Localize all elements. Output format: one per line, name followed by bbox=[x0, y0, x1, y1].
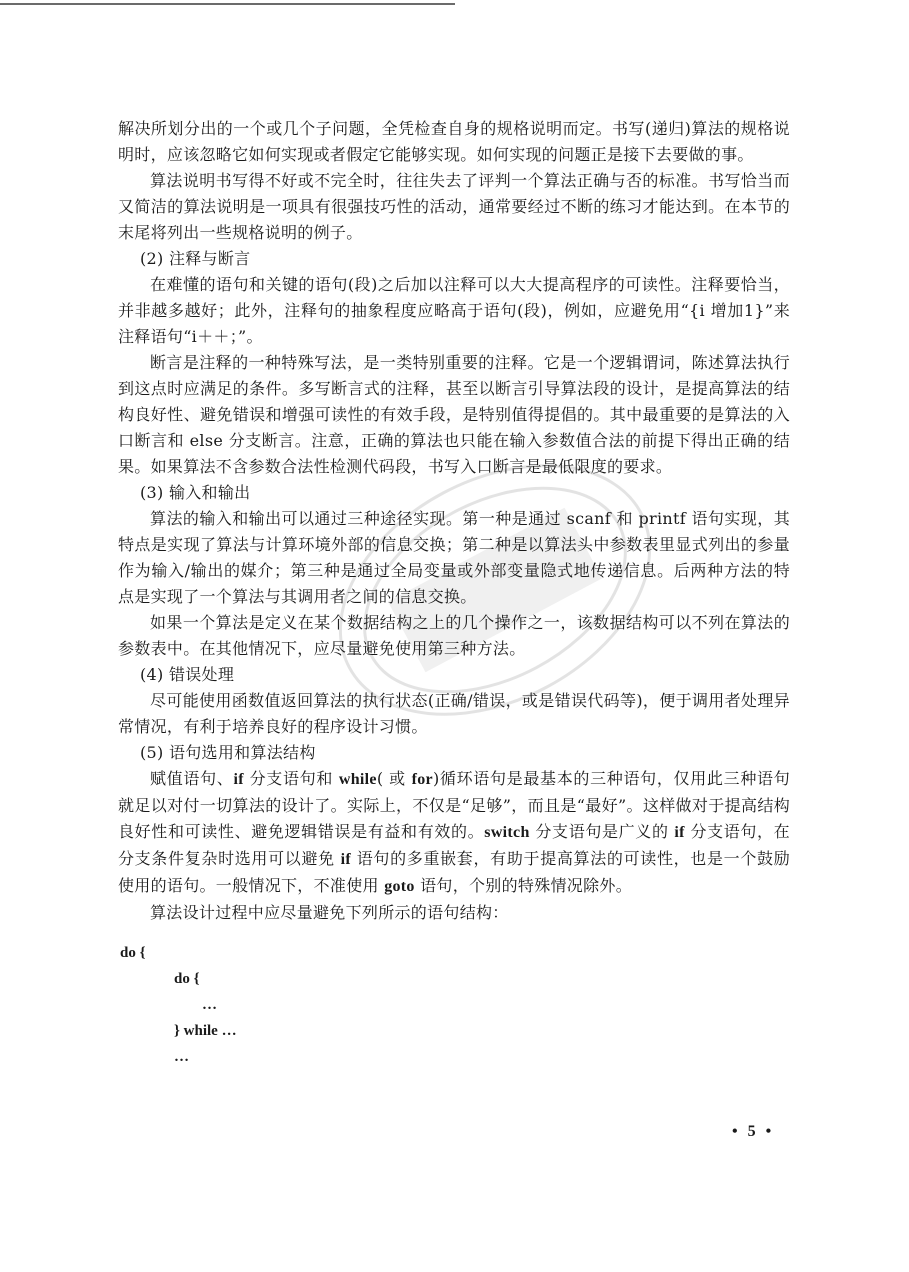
page-number: • 5 • bbox=[732, 1123, 775, 1140]
code-block bbox=[118, 940, 790, 1070]
code-line: do { bbox=[174, 971, 200, 987]
keyword-if: if bbox=[674, 824, 685, 841]
keyword-if: if bbox=[233, 771, 244, 788]
page-content bbox=[118, 116, 790, 1070]
section-heading-statements: (5) 语句选用和算法结构 bbox=[140, 743, 316, 762]
keyword-for: for bbox=[411, 771, 433, 788]
paragraph-8: 赋值语句、if 分支语句和 while( 或 for)循环语句是最基本的三种语句，仅用此三种语句就足以对付一切算法的设计了。实际上，不仅是“足够”，而且是“最好”。这样做对于提高结构良好性和可读性、避免逻辑错误是有益和有效的。switch 分支语句是广义的 if 分支语句，在分支条件复杂时选用可以避免 if 语句的多重嵌套，有助于提高算法的可读性，也是一个鼓励使用的语句。一般情况下，不准使用 goto 语句，个别的特殊情况除外。 bbox=[118, 769, 790, 895]
paragraph-3: 在难懂的语句和关键的语句(段)之后加以注释可以大大提高程序的可读性。注释要恰当，并非越多越好；此外，注释句的抽象程度应略高于语句(段)，例如，应避免用“{i 增加1}”来注释语句“i＋＋；”。 bbox=[118, 275, 790, 346]
top-rule bbox=[0, 3, 455, 5]
keyword-goto: goto bbox=[384, 878, 415, 895]
paragraph-6: 如果一个算法是定义在某个数据结构之上的几个操作之一，该数据结构可以不列在算法的参数表中。在其他情况下，应尽量避免使用第三种方法。 bbox=[118, 613, 790, 658]
paragraph-4: 断言是注释的一种特殊写法，是一类特别重要的注释。它是一个逻辑谓词，陈述算法执行到这点时应满足的条件。多写断言式的注释，甚至以断言引导算法段的设计，是提高算法的结构良好性、避免错误和增强可读性的有效手段，是特别值得提倡的。其中最重要的是算法的入口断言和 else 分支断言。注意，正确的算法也只能在输入参数值合法的前提下得出正确的结果。如果算法不含参数合法性检测代码段，书写入口断言是最低限度的要求。 bbox=[118, 353, 790, 476]
code-line: … bbox=[202, 997, 217, 1013]
code-line: } while … bbox=[174, 1023, 237, 1039]
keyword-while: while bbox=[338, 771, 377, 788]
keyword-switch: switch bbox=[484, 824, 530, 841]
paragraph-7: 尽可能使用函数值返回算法的执行状态(正确/错误，或是错误代码等)，便于调用者处理异常情况，有利于培养良好的程序设计习惯。 bbox=[118, 691, 790, 736]
code-line: do { bbox=[120, 945, 146, 961]
keyword-if: if bbox=[340, 851, 351, 868]
paragraph-9: 算法设计过程中应尽量避免下列所示的语句结构： bbox=[150, 903, 509, 922]
section-heading-comments-assertions: (2) 注释与断言 bbox=[140, 249, 251, 268]
paragraph-2: 算法说明书写得不好或不完全时，往往失去了评判一个算法正确与否的标准。书写恰当而又简洁的算法说明是一项具有很强技巧性的活动，通常要经过不断的练习才能达到。在本节的末尾将列出一些规格说明的例子。 bbox=[118, 171, 790, 242]
paragraph-1: 解决所划分出的一个或几个子问题，全凭检查自身的规格说明而定。书写(递归)算法的规格说明时，应该忽略它如何实现或者假定它能够实现。如何实现的问题正是接下去要做的事。 bbox=[118, 119, 790, 164]
section-heading-io: (3) 输入和输出 bbox=[140, 483, 251, 502]
paragraph-5: 算法的输入和输出可以通过三种途径实现。第一种是通过 scanf 和 printf 语句实现，其特点是实现了算法与计算环境外部的信息交换；第二种是以算法头中参数表里显式列出的参量作为输入/输出的媒介；第三种是通过全局变量或外部变量隐式地传递信息。后两种方法的特点是实现了一个算法与其调用者之间的信息交换。 bbox=[118, 509, 790, 606]
section-heading-error-handling: (4) 错误处理 bbox=[140, 665, 235, 684]
code-line: … bbox=[174, 1049, 189, 1065]
